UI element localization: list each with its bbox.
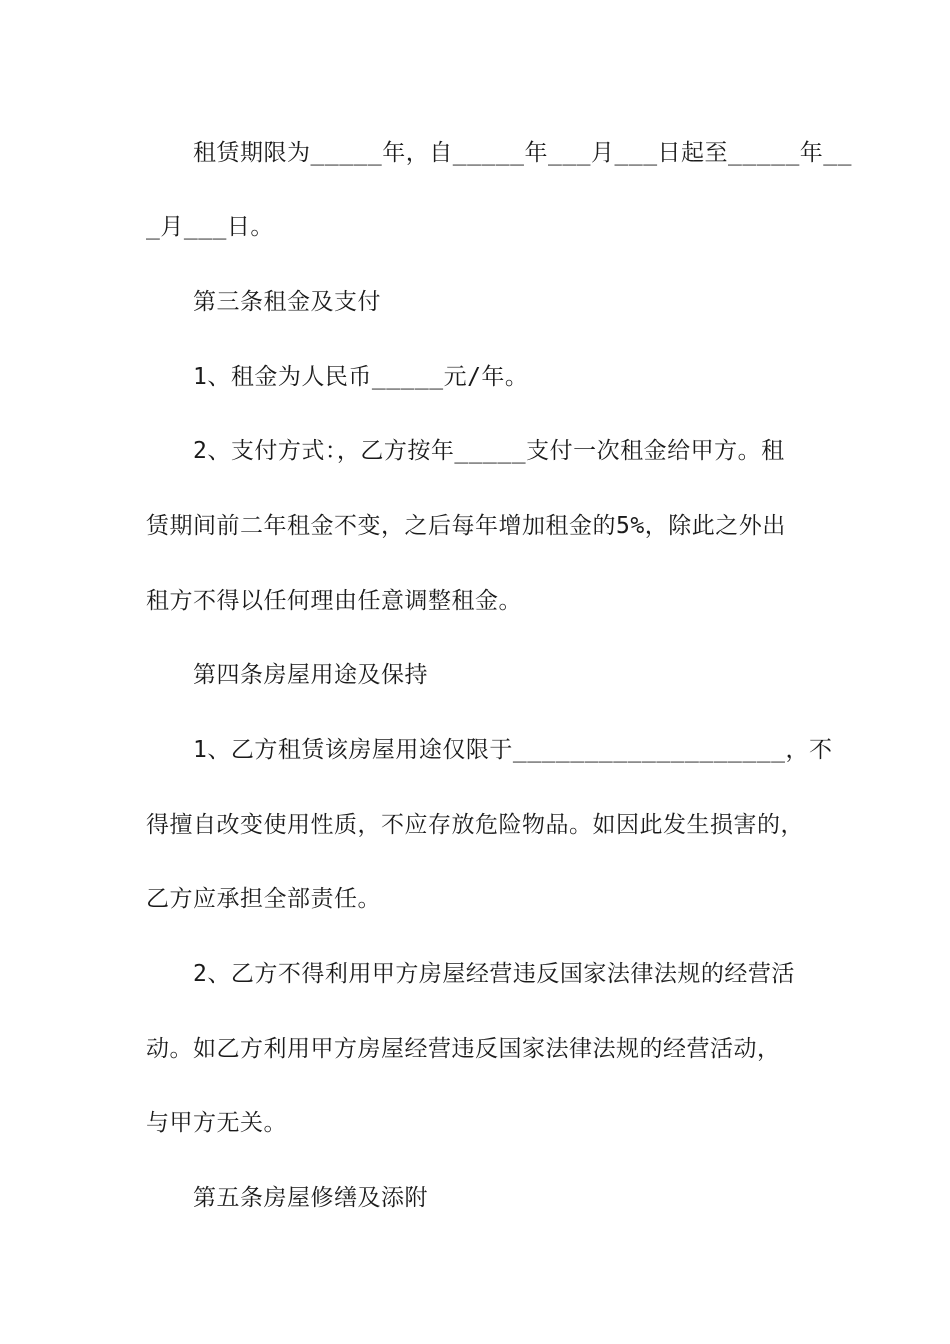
payment-method-line-3: 租方不得以任何理由任意调整租金。: [146, 588, 522, 614]
legal-compliance-line: 2、乙方不得利用甲方房屋经营违反国家法律法规的经营活: [193, 961, 795, 987]
payment-method-line-2: 赁期间前二年租金不变，之后每年增加租金的5%，除此之外出: [146, 513, 786, 539]
section-heading-article-4: 第四条房屋用途及保持: [193, 662, 428, 688]
lease-term-line: 租赁期限为_____年，自_____年___月___日起至_____年__: [193, 140, 852, 166]
legal-compliance-line-3: 与甲方无关。: [146, 1110, 287, 1136]
usage-restriction-line-3: 乙方应承担全部责任。: [146, 886, 381, 912]
lease-term-line-continued: _月___日。: [146, 214, 274, 240]
usage-restriction-line: 1、乙方租赁该房屋用途仅限于___________________，不: [193, 737, 833, 763]
legal-compliance-line-2: 动。如乙方利用甲方房屋经营违反国家法律法规的经营活动，: [146, 1036, 781, 1062]
usage-restriction-line-2: 得擅自改变使用性质，不应存放危险物品。如因此发生损害的，: [146, 812, 804, 838]
section-heading-article-3: 第三条租金及支付: [193, 289, 381, 315]
section-heading-article-5: 第五条房屋修缮及添附: [193, 1185, 428, 1211]
payment-method-line: 2、支付方式：，乙方按年_____支付一次租金给甲方。租: [193, 438, 785, 464]
rent-amount-line: 1、租金为人民币_____元/年。: [193, 364, 529, 390]
